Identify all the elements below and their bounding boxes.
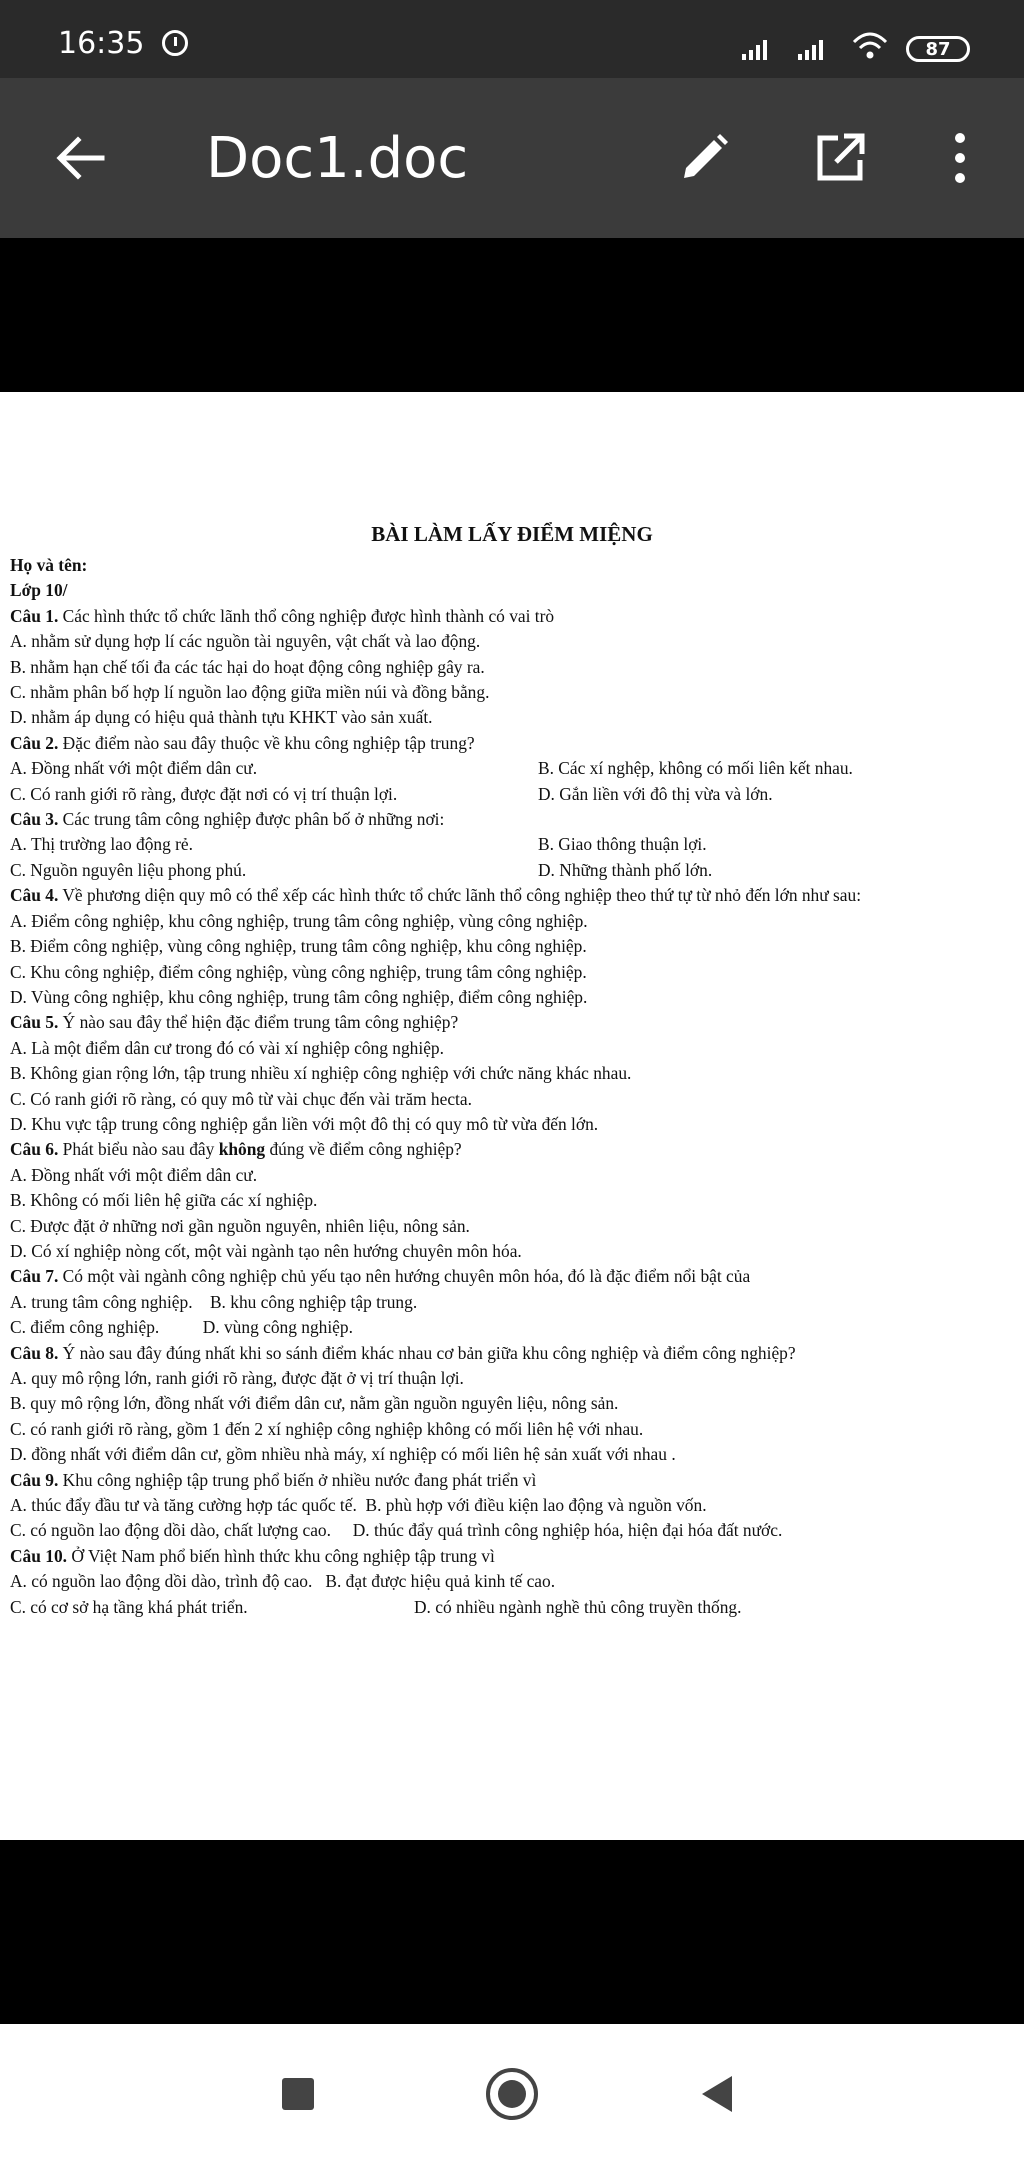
answer-option: B. Điểm công nghiệp, vùng công nghiệp, trung tâm công nghiệp, khu công nghiệp. <box>10 936 587 957</box>
answer-option: A. quy mô rộng lớn, ranh giới rõ ràng, được đặt ở vị trí thuận lợi. <box>10 1368 464 1388</box>
app-bar <box>0 78 1024 238</box>
question-6: Câu 6. Phát biểu nào sau đây không đúng về điểm công nghiệp? <box>10 1139 462 1160</box>
answer-option: C. nhằm phân bố hợp lí nguồn lao động giữa miền núi và đồng bằng. <box>10 682 490 703</box>
answer-option: B. nhằm hạn chế tối đa các tác hại do hoạt động công nghiệp gây ra. <box>10 656 485 677</box>
answer-option: A. nhằm sử dụng hợp lí các nguồn tài nguyên, vật chất và lao động. <box>10 631 481 652</box>
question-2: Câu 2. Đặc điểm nào sau đây thuộc về khu công nghiệp tập trung? <box>10 732 475 753</box>
answer-row: C. Có ranh giới rõ ràng, được đặt nơi có vị trí thuận lợi. D. Gắn liền với đô thị vừa và lớn. <box>10 783 773 804</box>
answer-option: C. có ranh giới rõ ràng, gồm 1 đến 2 xí nghiệp công nghiệp không có mối liên hệ với nhau. <box>10 1418 644 1439</box>
answer-option: D. Vùng công nghiệp, khu công nghiệp, trung tâm công nghiệp, điểm công nghiệp. <box>10 986 588 1007</box>
signal-icon-2 <box>798 36 823 60</box>
vpn-clock-icon <box>162 30 188 56</box>
answer-row: C. có cơ sở hạ tầng khá phát triển. D. có nhiều ngành nghề thủ công truyền thống. <box>10 1596 742 1617</box>
answer-option: A. Đồng nhất với một điểm dân cư. <box>10 1164 258 1185</box>
answer-row: A. Thị trường lao động rẻ. B. Giao thông thuận lợi. <box>10 834 707 855</box>
answer-option: D. Có xí nghiệp nòng cốt, một vài ngành tạo nên hướng chuyên môn hóa. <box>10 1240 522 1261</box>
navigation-bar <box>0 2024 1024 2162</box>
document-content <box>10 522 1014 1620</box>
answer-option: B. Không có mối liên hệ giữa các xí nghiệp. <box>10 1190 318 1211</box>
question-10: Câu 10. Ở Việt Nam phổ biến hình thức khu công nghiệp tập trung vì <box>10 1545 495 1566</box>
status-time: 16:35 <box>58 26 145 61</box>
question-9: Câu 9. Khu công nghiệp tập trung phổ biến ở nhiều nước đang phát triển vì <box>10 1469 537 1490</box>
answer-row: A. Đồng nhất với một điểm dân cư. B. Các xí nghệp, không có mối liên kết nhau. <box>10 758 853 779</box>
battery-badge: 87 <box>906 36 970 62</box>
more-options-icon[interactable] <box>940 130 980 186</box>
back-triangle-icon[interactable] <box>702 2076 732 2112</box>
answer-row: C. có nguồn lao động dồi dào, chất lượng cao. D. thúc đẩy quá trình công nghiệp hóa, hiện đại hóa đất nước. <box>10 1520 783 1541</box>
name-label: Họ và tên: <box>10 555 88 575</box>
wifi-icon <box>852 28 888 64</box>
open-external-icon[interactable] <box>812 130 868 186</box>
answer-row: C. Nguồn nguyên liệu phong phú. D. Những thành phố lớn. <box>10 859 713 880</box>
edit-pencil-icon[interactable] <box>676 130 732 186</box>
document-title: Doc1.doc <box>206 126 469 191</box>
question-4: Câu 4. Về phương diện quy mô có thể xếp các hình thức tổ chức lãnh thổ công nghiệp theo thứ tự từ nhỏ đến lớn như sau: <box>10 885 862 906</box>
answer-row: C. điểm công nghiệp. D. vùng công nghiệp. <box>10 1317 353 1338</box>
status-bar <box>0 0 1024 78</box>
answer-option: B. Không gian rộng lớn, tập trung nhiều xí nghiệp công nghiệp với chức năng khác nhau. <box>10 1063 632 1084</box>
answer-option: A. Là một điểm dân cư trong đó có vài xí nghiệp công nghiệp. <box>10 1037 444 1058</box>
answer-option: C. Khu công nghiệp, điểm công nghiệp, vùng công nghiệp, trung tâm công nghiệp. <box>10 961 587 982</box>
home-circle-icon[interactable] <box>486 2068 538 2120</box>
answer-option: C. Được đặt ở những nơi gần nguồn nguyên, nhiên liệu, nông sản. <box>10 1215 470 1236</box>
document-page[interactable] <box>0 392 1024 1840</box>
answer-row: A. trung tâm công nghiệp. B. khu công nghiệp tập trung. <box>10 1291 418 1312</box>
question-1: Câu 1. Các hình thức tổ chức lãnh thổ công nghiệp được hình thành có vai trò <box>10 605 555 626</box>
question-3: Câu 3. Các trung tâm công nghiệp được phân bố ở những nơi: <box>10 809 445 830</box>
answer-option: B. quy mô rộng lớn, đồng nhất với điểm dân cư, nằm gần nguồn nguyên liệu, nông sản. <box>10 1393 619 1414</box>
question-5: Câu 5. Ý nào sau đây thể hiện đặc điểm trung tâm công nghiệp? <box>10 1012 459 1033</box>
signal-icon <box>742 36 767 60</box>
class-label: Lớp 10/ <box>10 580 68 601</box>
document-heading: BÀI LÀM LẤY ĐIỂM MIỆNG <box>371 522 653 546</box>
answer-option: D. Khu vực tập trung công nghiệp gắn liền với một đô thị có quy mô từ vừa đến lớn. <box>10 1113 599 1134</box>
question-7: Câu 7. Có một vài ngành công nghiệp chủ yếu tạo nên hướng chuyên môn hóa, đó là đặc điểm nổi bật của <box>10 1266 751 1287</box>
question-8: Câu 8. Ý nào sau đây đúng nhất khi so sánh điểm khác nhau cơ bản giữa khu công nghiệp và điểm công nghiệp? <box>10 1342 796 1363</box>
answer-option: A. Điểm công nghiệp, khu công nghiệp, trung tâm công nghiệp, vùng công nghiệp. <box>10 910 588 931</box>
back-arrow-icon[interactable] <box>52 130 108 186</box>
recents-square-icon[interactable] <box>282 2078 314 2110</box>
answer-row: A. có nguồn lao động dồi dào, trình độ cao. B. đạt được hiệu quả kinh tế cao. <box>10 1571 556 1592</box>
answer-row: A. thúc đẩy đầu tư và tăng cường hợp tác quốc tế. B. phù hợp với điều kiện lao động và nguồn vốn. <box>10 1495 707 1516</box>
answer-option: D. đồng nhất với điểm dân cư, gồm nhiều nhà máy, xí nghiệp có mối liên hệ sản xuất với nhau . <box>10 1444 676 1465</box>
answer-option: D. nhằm áp dụng có hiệu quả thành tựu KHKT vào sản xuất. <box>10 707 433 728</box>
answer-option: C. Có ranh giới rõ ràng, có quy mô từ vài chục đến vài trăm hecta. <box>10 1088 472 1109</box>
